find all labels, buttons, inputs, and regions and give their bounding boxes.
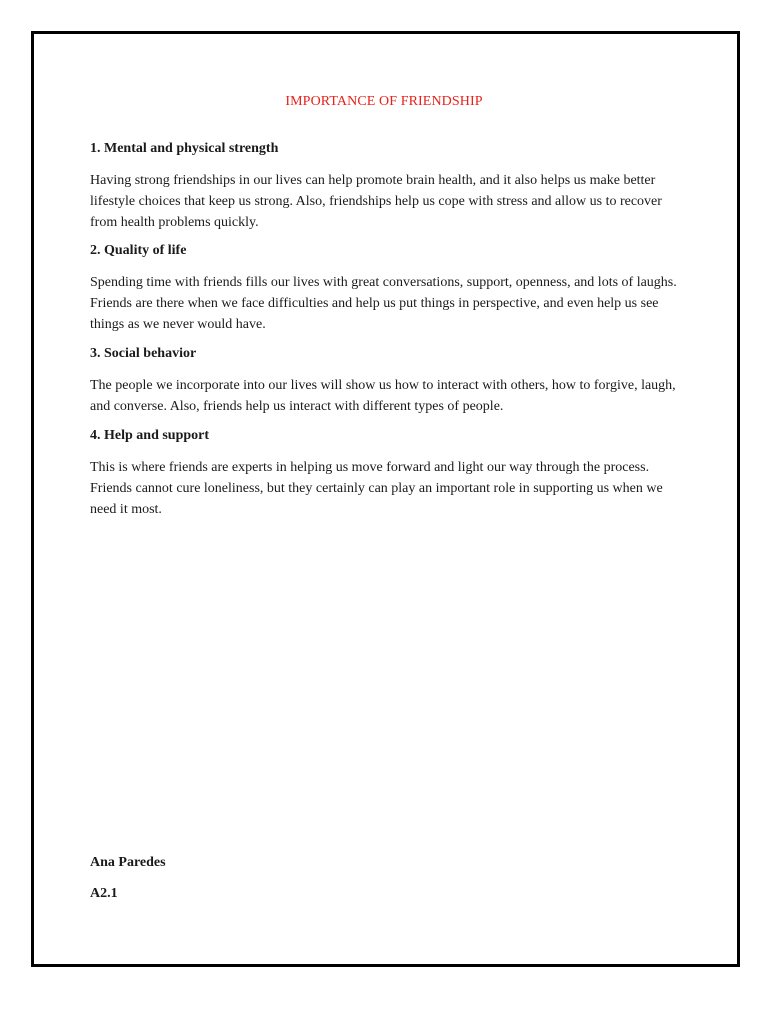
section-heading: 4. Help and support [90,428,210,443]
section-social-behavior [90,344,690,417]
section-heading: 2. Quality of life [90,243,187,258]
section-body: This is where friends are experts in helping us move forward and light our way through the process. Friends cannot cure loneliness, but they certainly can play an important role in supporting us when we need it most. [90,460,663,517]
section-quality-of-life [90,241,690,335]
section-heading: 1. Mental and physical strength [90,141,279,156]
document-title: IMPORTANCE OF FRIENDSHIP [285,94,483,109]
author-name: Ana Paredes [90,855,166,870]
section-mental-physical-strength [90,139,690,233]
section-body: Spending time with friends fills our lives with great conversations, support, openness, and lots of laughs. Friends are there when we face difficulties and help us put things in perspective, and even help us see things as we never would have. [90,275,677,332]
author-level: A2.1 [90,886,118,901]
section-body: The people we incorporate into our lives will show us how to interact with others, how to forgive, laugh, and converse. Also, friends help us interact with different types of people. [90,378,676,414]
section-body: Having strong friendships in our lives can help promote brain health, and it also helps us make better lifestyle choices that keep us strong. Also, friendships help us cope with stress and allow us to recover from health problems quickly. [90,173,662,230]
section-help-and-support [90,426,690,520]
section-heading: 3. Social behavior [90,346,197,361]
